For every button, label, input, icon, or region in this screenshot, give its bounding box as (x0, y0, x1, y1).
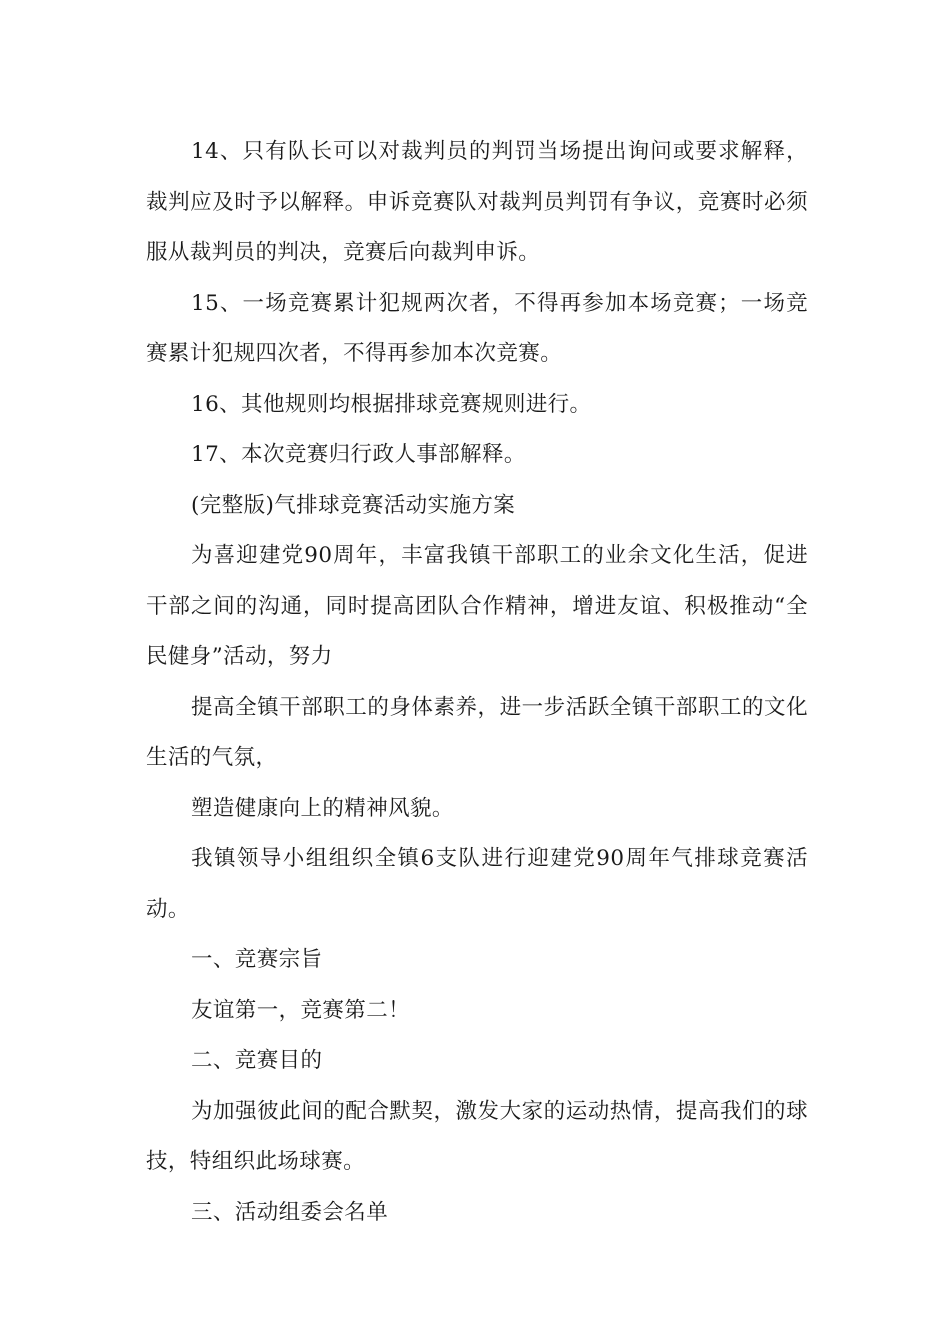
paragraph-rule-17: 17、本次竞赛归行政人事部解释。 (191, 442, 526, 467)
paragraph-spirit: 塑造健康向上的精神风貌。 (191, 795, 454, 821)
paragraph-rule-14: 14、只有队长可以对裁判员的判罚当场提出询问或要求解释，裁判应及时予以解释。申诉竞赛队对裁判员判罚有争议，竞赛时必须服从裁判员的判决，竞赛后向裁判申诉。 (146, 139, 808, 265)
paragraph-intro-continued: 提高全镇干部职工的身体素养，进一步活跃全镇干部职工的文化生活的气氛， (146, 694, 808, 770)
paragraph-goal: 为加强彼此间的配合默契，激发大家的运动热情，提高我们的球技，特组织此场球赛。 (146, 1098, 808, 1174)
section-title: (完整版)气排球竞赛活动实施方案 (191, 492, 516, 518)
heading-purpose: 一、竞赛宗旨 (191, 947, 323, 972)
paragraph-purpose: 友谊第一，竞赛第二！ (191, 997, 411, 1023)
document-page (146, 127, 808, 1238)
paragraph-organization: 我镇领导小组组织全镇6支队进行迎建党90周年气排球竞赛活动。 (146, 846, 808, 922)
heading-goal: 二、竞赛目的 (191, 1048, 323, 1073)
paragraph-rule-15: 15、一场竞赛累计犯规两次者，不得再参加本场竞赛；一场竞赛累计犯规四次者，不得再参加本次竞赛。 (146, 290, 808, 366)
paragraph-intro: 为喜迎建党90周年，丰富我镇干部职工的业余文化生活，促进干部之间的沟通，同时提高团队合作精神，增进友谊、积极推动“全民健身”活动，努力 (146, 543, 808, 669)
paragraph-rule-16: 16、其他规则均根据排球竞赛规则进行。 (191, 391, 592, 417)
heading-committee: 三、活动组委会名单 (191, 1199, 389, 1225)
